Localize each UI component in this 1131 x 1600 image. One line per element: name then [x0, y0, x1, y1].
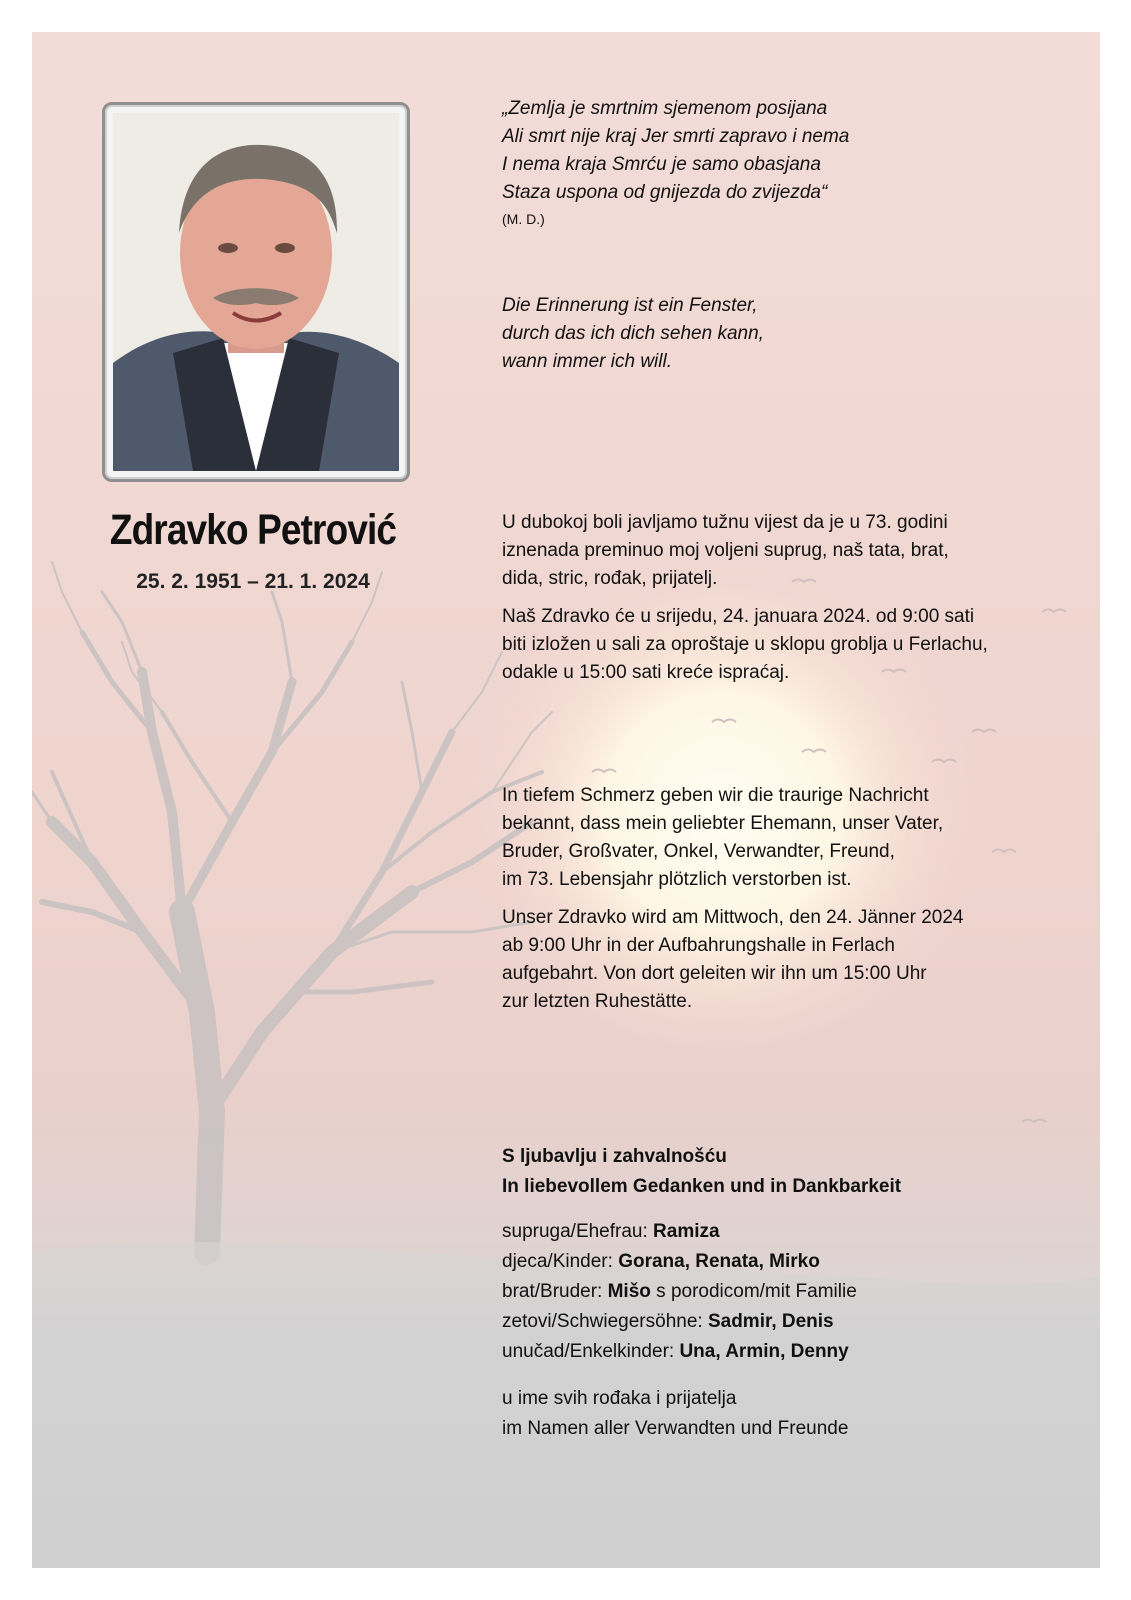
family-role: djeca/Kinder: [502, 1251, 619, 1272]
family-line [502, 1217, 1072, 1247]
family-names: Sadmir, Denis [707, 1311, 834, 1332]
notice-line: odakle u 15:00 sati kreće ispraćaj. [502, 662, 790, 683]
family-role: supruga/Ehefrau: [502, 1221, 654, 1242]
notice-line: bekannt, dass mein geliebter Ehemann, unser Vater, [502, 813, 944, 834]
notice-line: iznenada preminuo moj voljeni suprug, naš tata, brat, [502, 540, 949, 561]
notice-line: zur letzten Ruhestätte. [502, 991, 693, 1012]
family-names: Mišo [607, 1281, 651, 1302]
obituary-page [32, 32, 1100, 1568]
poem-line: durch das ich dich sehen kann, [502, 323, 764, 344]
family-line [502, 1337, 1072, 1367]
deceased-name: Zdravko Petrović [109, 506, 397, 554]
family-line [502, 1307, 1072, 1337]
poem-line: „Zemlja je smrtnim sjemenom posijana [502, 98, 828, 119]
family-names: Gorana, Renata, Mirko [618, 1251, 820, 1272]
footer-german: im Namen aller Verwandten und Freunde [502, 1418, 849, 1439]
family-role: brat/Bruder: [502, 1281, 608, 1302]
notice-line: In tiefem Schmerz geben wir die traurige Nachricht [502, 785, 929, 806]
notice-croatian [502, 509, 1072, 687]
closing-german: In liebevollem Gedanken und in Dankbarkeit [502, 1176, 902, 1197]
closing-croatian: S ljubavlju i zahvalnošću [502, 1146, 727, 1167]
notice-line: aufgebahrt. Von dort geleiten wir ihn um 15:00 Uhr [502, 963, 927, 984]
portrait-photo [113, 113, 399, 471]
notice-line: Bruder, Großvater, Onkel, Verwandter, Freund, [502, 841, 895, 862]
family-names: Ramiza [653, 1221, 720, 1242]
poem-line: I nema kraja Smrću je samo obasjana [502, 154, 821, 175]
footer-croatian: u ime svih rođaka i prijatelja [502, 1388, 737, 1409]
family-line [502, 1277, 1072, 1307]
poem-line: Ali smrt nije kraj Jer smrti zapravo i nema [502, 126, 850, 147]
family-list [502, 1217, 1072, 1367]
notice-german [502, 782, 1072, 1016]
poem-croatian [502, 95, 1072, 231]
footer-signature [502, 1384, 1072, 1444]
notice-line: biti izložen u sali za oproštaje u sklopu groblja u Ferlachu, [502, 634, 988, 655]
life-dates: 25. 2. 1951 – 21. 1. 2024 [136, 570, 370, 593]
notice-line: U dubokoj boli javljamo tužnu vijest da je u 73. godini [502, 512, 948, 533]
notice-line: dida, stric, rođak, prijatelj. [502, 568, 718, 589]
family-role: unučad/Enkelkinder: [502, 1341, 680, 1362]
tree-silhouette [32, 562, 552, 1252]
poem-attribution: (M. D.) [502, 211, 545, 227]
notice-line: Naš Zdravko će u srijedu, 24. januara 2024. od 9:00 sati [502, 606, 975, 627]
family-line [502, 1247, 1072, 1277]
poem-line: wann immer ich will. [502, 351, 672, 372]
family-role: zetovi/Schwiegersöhne: [502, 1311, 708, 1332]
notice-line: Unser Zdravko wird am Mittwoch, den 24. Jänner 2024 [502, 907, 964, 928]
notice-line: im 73. Lebensjahr plötzlich verstorben ist. [502, 869, 852, 890]
closing-heading [502, 1142, 1072, 1202]
notice-line: ab 9:00 Uhr in der Aufbahrungshalle in Ferlach [502, 935, 895, 956]
portrait-frame [102, 102, 410, 482]
family-names: Una, Armin, Denny [679, 1341, 849, 1362]
poem-line: Staza uspona od gnijezda do zvijezda“ [502, 182, 828, 203]
family-suffix: s porodicom/mit Familie [650, 1281, 857, 1302]
poem-german [502, 292, 1072, 376]
poem-line: Die Erinnerung ist ein Fenster, [502, 295, 758, 316]
